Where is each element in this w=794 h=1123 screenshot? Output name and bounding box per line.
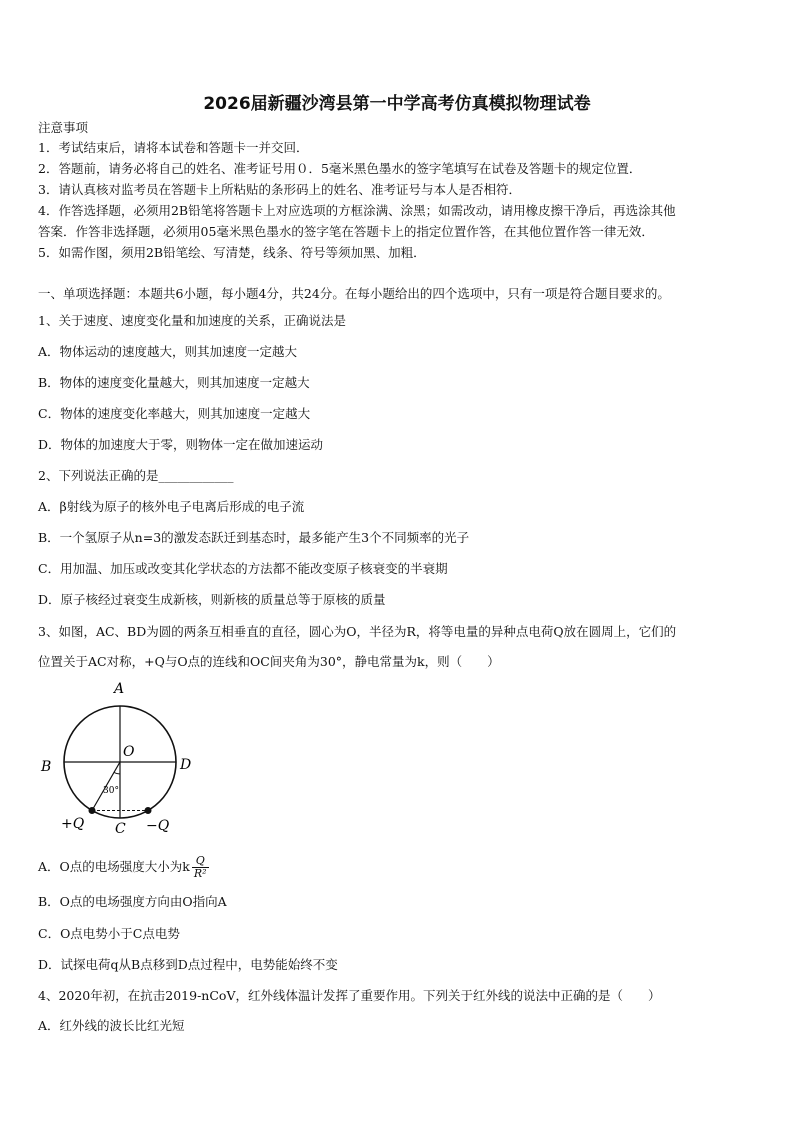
question-3-option-c: C．O点电势小于C点电势: [38, 926, 180, 941]
question-2-stem: 2、下列说法正确的是____________: [38, 468, 234, 483]
question-3-option-b: B．O点的电场强度方向由O指向A: [38, 894, 227, 909]
circle-charge-diagram: [36, 676, 206, 841]
question-2-option-a: A．β射线为原子的核外电子电离后形成的电子流: [38, 499, 305, 514]
question-1-option-b: B．物体的速度变化量越大，则其加速度一定越大: [38, 375, 310, 390]
fraction-denominator: R²: [193, 867, 207, 880]
question-1-option-d: D．物体的加速度大于零，则物体一定在做加速运动: [38, 437, 324, 452]
question-3-option-a: [38, 855, 209, 880]
label-plus-q: +Q: [61, 816, 85, 832]
fraction-q-over-r2: [192, 855, 209, 880]
question-3-stem-line2: 位置关于AC对称，+Q与O点的连线和OC间夹角为30°，静电常量为k，则（ ）: [38, 654, 500, 669]
label-b: B: [41, 759, 52, 775]
fraction-numerator: Q: [192, 855, 209, 868]
question-4-option-a: A．红外线的波长比红光短: [38, 1018, 185, 1033]
label-a: A: [114, 681, 125, 697]
question-2-option-d: D．原子核经过衰变生成新核，则新核的质量总等于原核的质量: [38, 592, 386, 607]
angle-arc: [114, 772, 120, 774]
question-1-option-c: C．物体的速度变化率越大，则其加速度一定越大: [38, 406, 311, 421]
label-d: D: [180, 757, 192, 773]
page-title: 2026届新疆沙湾县第一中学高考仿真模拟物理试卷: [203, 94, 591, 114]
question-1-option-a: A．物体运动的速度越大，则其加速度一定越大: [38, 344, 298, 359]
notice-item: 4．作答选择题，必须用2B铅笔将答题卡上对应选项的方框涂满、涂黑；如需改动，请用橡皮擦干净后，再选涂其他: [38, 203, 676, 218]
plus-q-charge: [89, 807, 96, 814]
option-a-text: A．O点的电场强度大小为k: [38, 859, 190, 874]
question-1-stem: 1、关于速度、速度变化量和加速度的关系，正确说法是: [38, 313, 346, 328]
question-3-option-d: D．试探电荷q从B点移到D点过程中，电势能始终不变: [38, 957, 338, 972]
label-angle: 30°: [103, 786, 119, 796]
label-minus-q: −Q: [146, 818, 170, 834]
question-3-stem-line1: 3、如图，AC、BD为圆的两条互相垂直的直径，圆心为O，半径为R，将等电量的异种点电荷Q放在圆周上，它们的: [38, 624, 677, 639]
question-2-option-c: C．用加温、加压或改变其化学状态的方法都不能改变原子核衰变的半衰期: [38, 561, 448, 576]
notice-item: 3．请认真核对监考员在答题卡上所粘贴的条形码上的姓名、准考证号与本人是否相符．: [38, 182, 521, 197]
notice-heading: 注意事项: [38, 120, 89, 135]
question-4-stem: 4、2020年初，在抗击2019-nCoV，红外线体温计发挥了重要作用。下列关于红外线的说法中正确的是（ ）: [38, 988, 661, 1003]
notice-item: 答案．作答非选择题，必须用05毫米黑色墨水的签字笔在答题卡上的指定位置作答，在其他位置作答一律无效．: [38, 224, 654, 239]
notice-item: 5．如需作图，须用2B铅笔绘、写清楚，线条、符号等须加黑、加粗．: [38, 245, 426, 260]
question-2-option-b: B．一个氢原子从n=3的激发态跃迁到基态时，最多能产生3个不同频率的光子: [38, 530, 470, 545]
notice-item: 1．考试结束后，请将本试卷和答题卡一并交回．: [38, 140, 309, 155]
label-o: O: [123, 744, 135, 760]
section-heading: 一、单项选择题：本题共6小题，每小题4分，共24分。在每小题给出的四个选项中，只有一项是符合题目要求的。: [38, 286, 670, 301]
notice-item: 2．答题前，请务必将自己的姓名、准考证号用０．5毫米黑色墨水的签字笔填写在试卷及答题卡的规定位置．: [38, 161, 642, 176]
minus-q-charge: [145, 807, 152, 814]
label-c: C: [115, 821, 126, 837]
